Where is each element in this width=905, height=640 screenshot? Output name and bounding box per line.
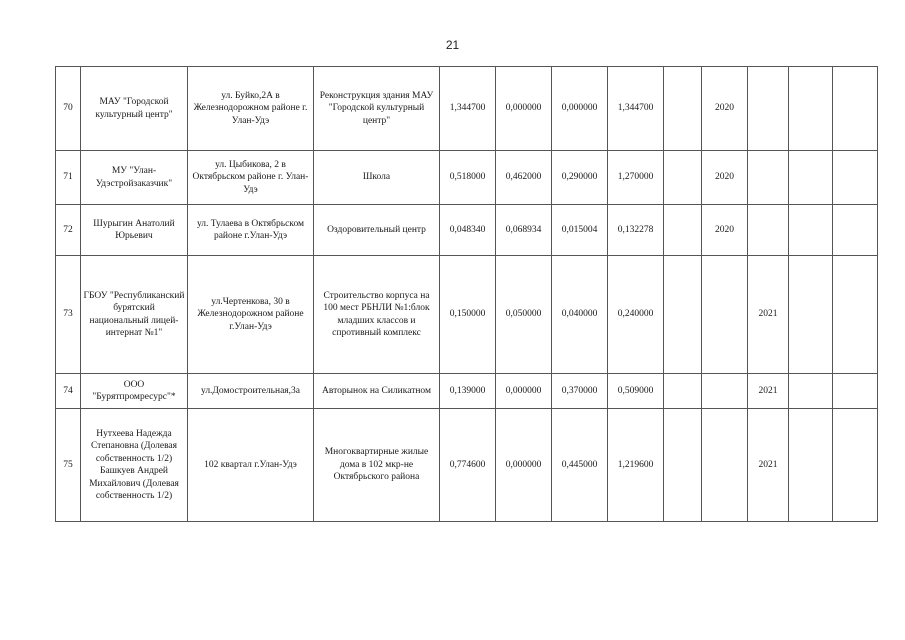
table-row	[56, 67, 878, 151]
year-cell	[748, 67, 789, 151]
object-cell: Строительство корпуса на 100 мест РБНЛИ №1:блок младших классов и спротивный комплекс	[314, 256, 440, 374]
year-cell	[664, 256, 702, 374]
year-cell	[833, 256, 878, 374]
row-number-cell: 73	[56, 256, 81, 374]
object-cell: Реконструкция здания МАУ "Городской культурный центр"	[314, 67, 440, 151]
object-cell: Авторынок на Силикатном	[314, 374, 440, 409]
address-cell: ул. Буйко,2А в Железнодорожном районе г. Улан-Удэ	[188, 67, 314, 151]
address-cell: ул. Тулаева в Октябрьском районе г.Улан-Удэ	[188, 205, 314, 256]
row-number-cell: 74	[56, 374, 81, 409]
address-cell: ул. Цыбикова, 2 в Октябрьском районе г. Улан-Удэ	[188, 151, 314, 205]
owner-cell: МАУ "Городской культурный центр"	[81, 67, 188, 151]
year-cell	[748, 151, 789, 205]
object-cell: Оздоровительный центр	[314, 205, 440, 256]
total-value-cell: 0,509000	[608, 374, 664, 409]
year-cell	[789, 409, 833, 522]
year-cell	[664, 151, 702, 205]
value-cell: 0,150000	[440, 256, 496, 374]
object-cell: Многоквартирные жилые дома в 102 мкр-не Октябрьского района	[314, 409, 440, 522]
total-value-cell: 1,344700	[608, 67, 664, 151]
value-cell: 0,000000	[552, 67, 608, 151]
total-value-cell: 0,132278	[608, 205, 664, 256]
year-cell	[748, 205, 789, 256]
year-cell	[789, 151, 833, 205]
year-cell	[702, 256, 748, 374]
year-cell: 2020	[702, 67, 748, 151]
value-cell: 0,000000	[496, 374, 552, 409]
table-row	[56, 374, 878, 409]
value-cell: 0,040000	[552, 256, 608, 374]
value-cell: 1,344700	[440, 67, 496, 151]
value-cell: 0,445000	[552, 409, 608, 522]
value-cell: 0,000000	[496, 409, 552, 522]
year-cell	[702, 409, 748, 522]
data-table	[55, 66, 878, 522]
row-number-cell: 70	[56, 67, 81, 151]
year-cell: 2020	[702, 205, 748, 256]
year-cell	[789, 374, 833, 409]
year-cell: 2021	[748, 409, 789, 522]
year-cell	[833, 409, 878, 522]
year-cell	[833, 151, 878, 205]
table-row	[56, 256, 878, 374]
year-cell: 2021	[748, 374, 789, 409]
total-value-cell: 1,219600	[608, 409, 664, 522]
row-number-cell: 71	[56, 151, 81, 205]
value-cell: 0,139000	[440, 374, 496, 409]
total-value-cell: 0,240000	[608, 256, 664, 374]
table-body	[56, 67, 878, 522]
owner-cell: Шурыгин Анатолий Юрьевич	[81, 205, 188, 256]
value-cell: 0,518000	[440, 151, 496, 205]
year-cell	[664, 67, 702, 151]
value-cell: 0,290000	[552, 151, 608, 205]
year-cell	[664, 409, 702, 522]
address-cell: 102 квартал г.Улан-Удэ	[188, 409, 314, 522]
address-cell: ул.Домостроительная,3а	[188, 374, 314, 409]
year-cell	[833, 67, 878, 151]
table-row	[56, 151, 878, 205]
table-row	[56, 409, 878, 522]
year-cell	[789, 67, 833, 151]
value-cell: 0,000000	[496, 67, 552, 151]
address-cell: ул.Чертенкова, 30 в Железнодорожном районе г.Улан-Удэ	[188, 256, 314, 374]
total-value-cell: 1,270000	[608, 151, 664, 205]
year-cell	[664, 205, 702, 256]
row-number-cell: 75	[56, 409, 81, 522]
year-cell	[789, 256, 833, 374]
value-cell: 0,050000	[496, 256, 552, 374]
value-cell: 0,068934	[496, 205, 552, 256]
value-cell: 0,774600	[440, 409, 496, 522]
year-cell	[702, 374, 748, 409]
value-cell: 0,015004	[552, 205, 608, 256]
owner-cell: МУ "Улан-Удэстройзаказчик"	[81, 151, 188, 205]
page-number: 21	[445, 38, 460, 52]
year-cell	[664, 374, 702, 409]
value-cell: 0,462000	[496, 151, 552, 205]
value-cell: 0,048340	[440, 205, 496, 256]
year-cell	[833, 205, 878, 256]
object-cell: Школа	[314, 151, 440, 205]
year-cell	[789, 205, 833, 256]
value-cell: 0,370000	[552, 374, 608, 409]
year-cell: 2021	[748, 256, 789, 374]
owner-cell: Нутхеева Надежда Степановна (Долевая собственность 1/2) Башкуев Андрей Михайлович (Долевая собственность 1/2)	[81, 409, 188, 522]
row-number-cell: 72	[56, 205, 81, 256]
owner-cell: ООО "Бурятпромресурс"*	[81, 374, 188, 409]
year-cell	[833, 374, 878, 409]
table-row	[56, 205, 878, 256]
owner-cell: ГБОУ "Республиканский бурятский национальный лицей-интернат №1"	[81, 256, 188, 374]
year-cell: 2020	[702, 151, 748, 205]
